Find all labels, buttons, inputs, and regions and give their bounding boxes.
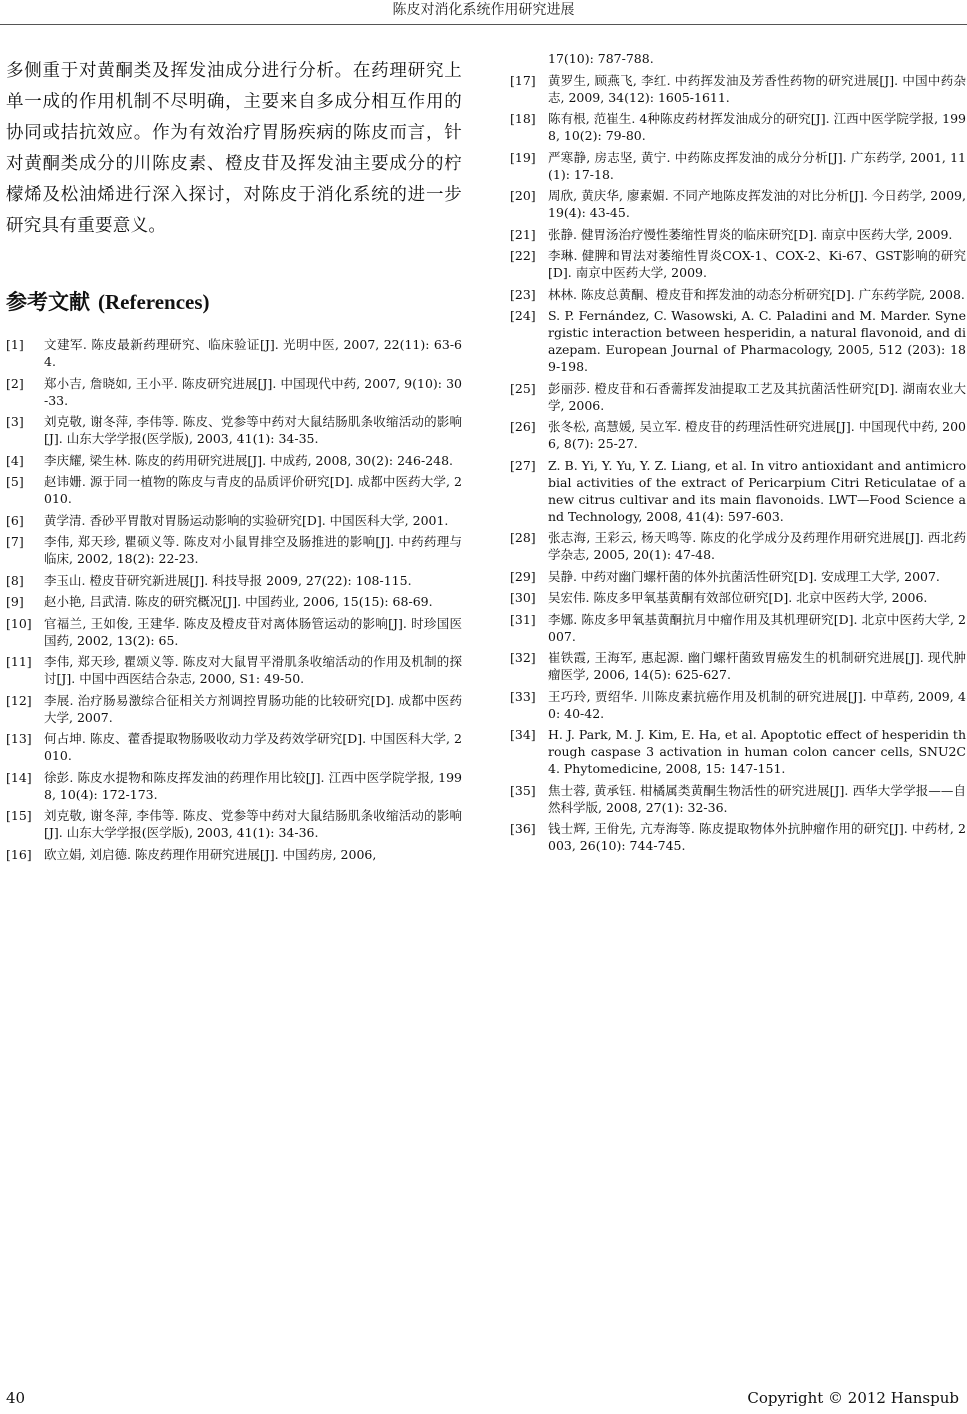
- reference-number: [4]: [6, 452, 24, 468]
- reference-item: [510, 649, 966, 683]
- reference-text: 王巧玲, 贾绍华. 川陈皮素抗癌作用及机制的研究进展[J]. 中草药, 2009, 40: 40-42.: [548, 688, 966, 721]
- reference-number: [16]: [6, 846, 32, 862]
- reference-number: [34]: [510, 727, 536, 742]
- reference-number: [21]: [510, 226, 536, 242]
- reference-list-left: [6, 336, 462, 863]
- reference-text: 李琳. 健脾和胃法对萎缩性胃炎COX-1、COX-2、Ki-67、GST影响的研究[D]. 南京中医药大学, 2009.: [548, 248, 966, 280]
- reference-number: [12]: [6, 692, 32, 708]
- copyright-notice: Copyright © 2012 Hanspub: [747, 1389, 959, 1407]
- reference-text: 黄罗生, 顾燕飞, 李红. 中药挥发油及芳香性药物的研究进展[J]. 中国中药杂志, 2009, 34(12): 1605-1611.: [548, 72, 966, 105]
- references-heading-en: (References): [98, 290, 210, 314]
- reference-text: 吴宏伟. 陈皮多甲氧基黄酮有效部位研究[D]. 北京中医药大学, 2006.: [548, 590, 928, 605]
- reference-list-right: [510, 72, 966, 855]
- reference-item: [510, 457, 966, 525]
- reference-number: [3]: [6, 414, 24, 429]
- reference-continuation: [510, 50, 966, 67]
- reference-text: 林林. 陈皮总黄酮、橙皮苷和挥发油的动态分析研究[D]. 广东药学院, 2008.: [548, 286, 965, 302]
- reference-number: [7]: [6, 534, 24, 549]
- reference-item: [510, 589, 966, 606]
- reference-number: [36]: [510, 821, 536, 836]
- reference-text: H. J. Park, M. J. Kim, E. Ha, et al. Apoptotic effect of hesperidin through caspase 3 activation in human colon cancer cells, SNU2C4. Phytomedicine, 2008, 15: 147-151.: [548, 727, 966, 776]
- reference-number: [26]: [510, 419, 536, 434]
- reference-item: [510, 187, 966, 221]
- reference-number: [24]: [510, 308, 536, 323]
- reference-text: 黄学清. 香砂平胃散对胃肠运动影响的实验研究[D]. 中国医科大学, 2001.: [44, 512, 449, 528]
- reference-text: 严寒静, 房志坚, 黄宁. 中药陈皮挥发油的成分分析[J]. 广东药学, 2001, 11(1): 17-18.: [548, 149, 966, 182]
- reference-item: [510, 110, 966, 144]
- reference-number: [14]: [6, 769, 32, 785]
- reference-item: [510, 226, 966, 243]
- reference-item: [510, 688, 966, 722]
- reference-number: [23]: [510, 286, 536, 302]
- reference-text: 张静. 健胃汤治疗慢性萎缩性胃炎的临床研究[D]. 南京中医药大学, 2009.: [548, 226, 953, 242]
- reference-item: [510, 247, 966, 281]
- reference-number: [32]: [510, 650, 536, 665]
- reference-text: 陈有根, 范崔生. 4种陈皮药材挥发油成分的研究[J]. 江西中医学院学报, 1998, 10(2): 79-80.: [548, 111, 966, 143]
- reference-item: [510, 149, 966, 183]
- references-heading: [6, 288, 462, 316]
- reference-number: [1]: [6, 337, 24, 352]
- reference-item: [6, 730, 462, 764]
- body-paragraph: 多侧重于对黄酮类及挥发油成分进行分析。在药理研究上单一成的作用机制不尽明确，主要来自多成分相互作用的协同或拮抗效应。作为有效治疗胃肠疾病的陈皮而言，针对黄酮类成分的川陈皮素、橙皮苷及挥发油主要成分的柠檬烯及松油烯进行深入探讨，对陈皮于消化系统的进一步研究具有重要意义。: [6, 61, 462, 236]
- reference-text: 周欣, 黄庆华, 廖素媚. 不同产地陈皮挥发油的对比分析[J]. 今日药学, 2009, 19(4): 43-45.: [548, 188, 966, 220]
- reference-number: [9]: [6, 594, 24, 609]
- reference-item: [6, 512, 462, 529]
- reference-text: 欧立娟, 刘启德. 陈皮药理作用研究进展[J]. 中国药房, 2006,: [44, 846, 377, 862]
- reference-item: [510, 820, 966, 854]
- reference-text: 李伟, 郑天珍, 瞿颂义等. 陈皮对大鼠胃平滑肌条收缩活动的作用及机制的探讨[J]. 中国中西医结合杂志, 2000, S1: 49-50.: [44, 654, 462, 686]
- reference-item: [510, 568, 966, 585]
- reference-item: [510, 611, 966, 645]
- reference-number: [35]: [510, 782, 536, 798]
- reference-number: [30]: [510, 590, 536, 605]
- reference-item: [6, 692, 462, 726]
- reference-text: 张志海, 王彩云, 杨天鸣等. 陈皮的化学成分及药理作用研究进展[J]. 西北药学杂志, 2005, 20(1): 47-48.: [548, 530, 966, 562]
- reference-item: [6, 413, 462, 447]
- reference-number: [19]: [510, 149, 536, 165]
- reference-number: [13]: [6, 731, 32, 746]
- reference-continuation-text: 17(10): 787-788.: [548, 51, 654, 66]
- reference-text: 李庆耀, 梁生林. 陈皮的药用研究进展[J]. 中成药, 2008, 30(2): 246-248.: [44, 452, 454, 468]
- reference-item: [510, 286, 966, 303]
- header-rule: [0, 24, 967, 25]
- reference-number: [28]: [510, 530, 536, 545]
- reference-number: [33]: [510, 688, 536, 704]
- reference-text: 刘克敬, 谢冬萍, 李伟等. 陈皮、党参等中药对大鼠结肠肌条收缩活动的影响[J]. 山东大学学报(医学版), 2003, 41(1): 34-35.: [44, 414, 462, 446]
- reference-text: 刘克敬, 谢冬萍, 李伟等. 陈皮、党参等中药对大鼠结肠肌条收缩活动的影响[J]. 山东大学学报(医学版), 2003, 41(1): 34-36.: [44, 808, 462, 840]
- reference-item: [6, 769, 462, 803]
- reference-number: [11]: [6, 654, 32, 669]
- reference-item: [6, 807, 462, 841]
- reference-number: [31]: [510, 611, 536, 627]
- reference-text: 钱士辉, 王佾先, 亢寿海等. 陈皮提取物体外抗肿瘤作用的研究[J]. 中药材, 2003, 26(10): 744-745.: [548, 821, 966, 853]
- reference-item: [6, 473, 462, 507]
- reference-item: [510, 380, 966, 414]
- reference-number: [17]: [510, 72, 536, 88]
- reference-number: [18]: [510, 111, 536, 126]
- reference-text: 徐彭. 陈皮水提物和陈皮挥发油的药理作用比较[J]. 江西中医学院学报, 1998, 10(4): 172-173.: [44, 769, 462, 802]
- reference-text: S. P. Fernández, C. Wasowski, A. C. Paladini and M. Marder. Synergistic interaction between hesperidin, a natural flavonoid, and diazepam. European Journal of Pharmacology, 2005, 512 (203): 189-198.: [548, 308, 966, 374]
- reference-text: 李伟, 郑天珍, 瞿硕义等. 陈皮对小鼠胃排空及肠推进的影响[J]. 中药药理与临床, 2002, 18(2): 22-23.: [44, 534, 462, 566]
- reference-text: 焦士蓉, 黄承钰. 柑橘属类黄酮生物活性的研究进展[J]. 西华大学学报——自然科学版, 2008, 27(1): 32-36.: [548, 782, 966, 815]
- reference-text: 李展. 治疗肠易激综合征相关方剂调控胃肠功能的比较研究[D]. 成都中医药大学, 2007.: [44, 692, 462, 725]
- reference-number: [29]: [510, 568, 536, 584]
- reference-item: [510, 782, 966, 816]
- reference-number: [22]: [510, 248, 536, 263]
- reference-text: 彭丽莎. 橙皮苷和石香薷挥发油提取工艺及其抗菌活性研究[D]. 湖南农业大学, 2006.: [548, 380, 966, 413]
- reference-item: [6, 375, 462, 409]
- reference-number: [27]: [510, 457, 536, 473]
- reference-item: [510, 529, 966, 563]
- reference-item: [6, 452, 462, 469]
- reference-text: 张冬松, 高慧媛, 吴立军. 橙皮苷的药理活性研究进展[J]. 中国现代中药, 2006, 8(7): 25-27.: [548, 419, 966, 451]
- reference-item: [6, 533, 462, 567]
- left-column: [6, 56, 462, 867]
- reference-text: 赵小艳, 吕武清. 陈皮的研究概况[J]. 中国药业, 2006, 15(15): 68-69.: [44, 594, 433, 609]
- reference-item: [510, 726, 966, 777]
- reference-text: 李娜. 陈皮多甲氧基黄酮抗月中瘤作用及其机理研究[D]. 北京中医药大学, 2007.: [548, 611, 966, 644]
- reference-number: [5]: [6, 474, 24, 489]
- reference-item: [6, 846, 462, 863]
- reference-item: [6, 653, 462, 687]
- reference-number: [10]: [6, 615, 32, 631]
- reference-item: [6, 615, 462, 649]
- reference-text: 李玉山. 橙皮苷研究新进展[J]. 科技导报 2009, 27(22): 108-115.: [44, 572, 412, 588]
- reference-text: 赵讳姗. 源于同一植物的陈皮与青皮的品质评价研究[D]. 成都中医药大学, 2010.: [44, 474, 462, 506]
- reference-number: [25]: [510, 380, 536, 396]
- reference-item: [6, 593, 462, 610]
- reference-number: [15]: [6, 808, 32, 823]
- reference-item: [510, 307, 966, 375]
- references-heading-zh: 参考文献: [6, 289, 90, 314]
- reference-number: [2]: [6, 375, 24, 391]
- reference-text: 文建军. 陈皮最新药理研究、临床验证[J]. 光明中医, 2007, 22(11): 63-64.: [44, 337, 462, 369]
- reference-text: 吴静. 中药对幽门螺杆菌的体外抗菌活性研究[D]. 安成理工大学, 2007.: [548, 568, 940, 584]
- reference-number: [8]: [6, 572, 24, 588]
- reference-text: 郑小吉, 詹晓如, 王小平. 陈皮研究进展[J]. 中国现代中药, 2007, 9(10): 30-33.: [44, 375, 462, 408]
- reference-item: [6, 336, 462, 370]
- reference-item: [510, 418, 966, 452]
- reference-number: [6]: [6, 512, 24, 528]
- running-title: 陈皮对消化系统作用研究进展: [392, 2, 575, 18]
- reference-item: [510, 72, 966, 106]
- reference-item: [6, 572, 462, 589]
- reference-text: 何占坤. 陈皮、藿香提取物肠吸收动力学及药效学研究[D]. 中国医科大学, 2010.: [44, 731, 462, 763]
- reference-number: [20]: [510, 188, 536, 203]
- right-column: [510, 50, 966, 859]
- reference-text: 官福兰, 王如俊, 王建华. 陈皮及橙皮苷对离体肠管运动的影响[J]. 时珍国医国药, 2002, 13(2): 65.: [44, 615, 462, 648]
- page-number: 40: [6, 1389, 26, 1407]
- reference-text: Z. B. Yi, Y. Yu, Y. Z. Liang, et al. In vitro antioxidant and antimicrobial activities of the extract of Pericarpium Citri Reticulatae of a new citrus cultivar and its main flavonoids. LWT—Food Science and Technology, 2008, 41(4): 597-603.: [548, 457, 966, 524]
- reference-text: 崔铁霞, 王海军, 惠起源. 幽门螺杆菌致胃癌发生的机制研究进展[J]. 现代肿瘤医学, 2006, 14(5): 625-627.: [548, 650, 966, 682]
